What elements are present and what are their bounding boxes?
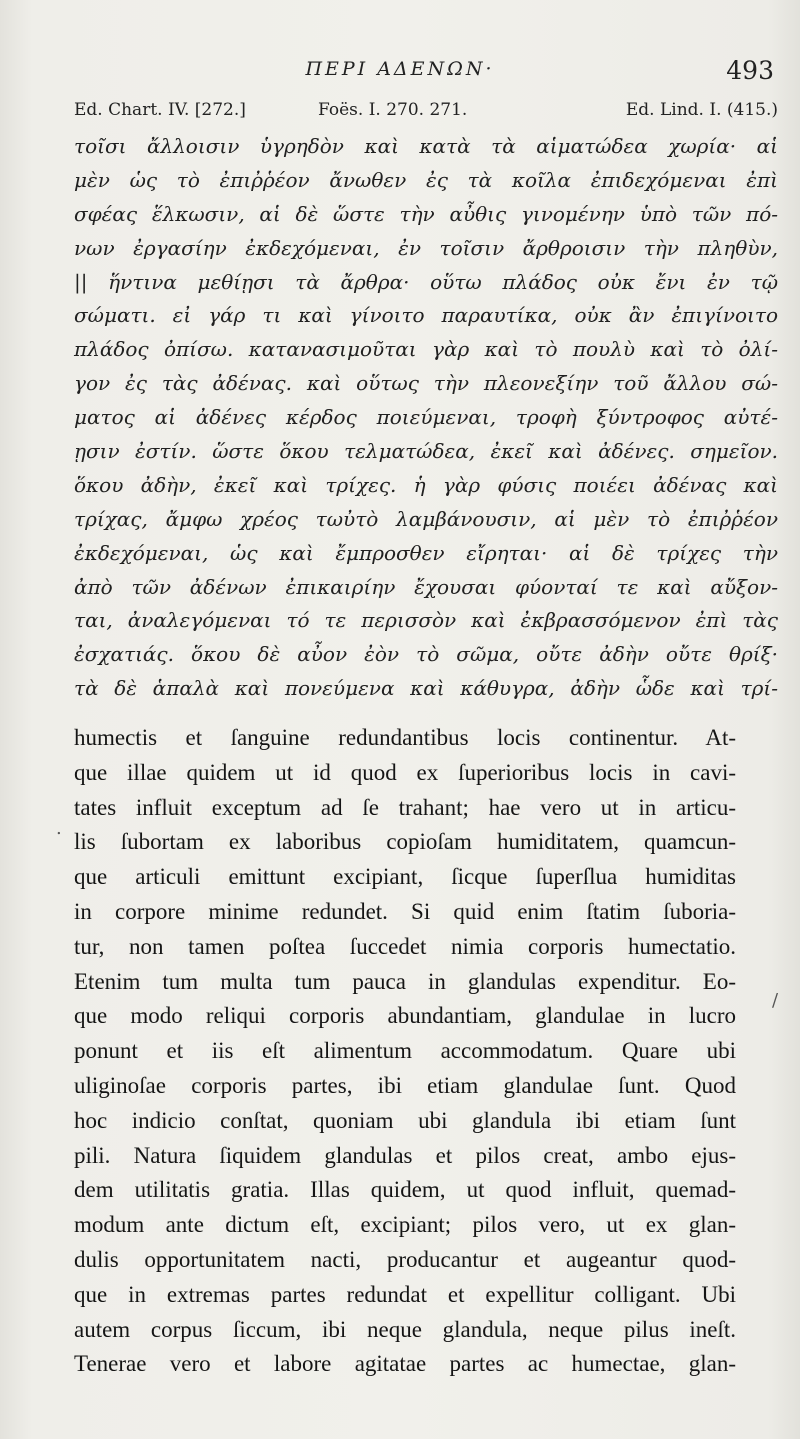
- edition-references: [74, 100, 778, 126]
- greek-line: ἀπὸ τῶν ἀδένων ἐπικαιρίην ἔχουσαι φύονταί τε καὶ αὔξον-: [74, 574, 778, 599]
- running-head: [0, 56, 800, 96]
- latin-line: pili. Natura ſiquidem glandulas et pilos creat, ambo ejus-: [74, 1142, 736, 1168]
- latin-text-block: [74, 721, 736, 1382]
- edition-lind-reference: Ed. Lind. I. (415.): [625, 100, 778, 120]
- greek-line: τρίχας, ἄμφω χρέος τωὐτὸ λαμβάνουσιν, αἱ μὲν τὸ ἐπιῤῥέον: [74, 506, 778, 531]
- latin-line: que in extremas partes redundat et expellitur colligant. Ubi: [74, 1281, 736, 1307]
- greek-line: || ἥντινα μεθίῃσι τὰ ἄρθρα· οὕτω πλάδος οὐκ ἔνι ἐν τῷ: [74, 269, 778, 294]
- greek-line: ῃσιν ἐστίν. ὥστε ὅκου τελματώδεα, ἐκεῖ καὶ ἀδένες. σημεῖον.: [74, 439, 778, 464]
- latin-line: autem corpus ſiccum, ibi neque glandula, neque pilus ineſt.: [74, 1316, 736, 1342]
- margin-mark: .: [56, 818, 62, 839]
- latin-line: hoc indicio conſtat, quoniam ubi glandula ibi etiam ſunt: [74, 1107, 736, 1133]
- latin-line: dem utilitatis gratia. Illas quidem, ut quod influit, quemad-: [74, 1177, 736, 1203]
- greek-line: σώματι. εἰ γάρ τι καὶ γίνοιτο παραυτίκα, οὐκ ἂν ἐπιγίνοιτο: [74, 303, 778, 328]
- latin-line: tur, non tamen poſtea ſuccedet nimia corporis humectatio.: [74, 933, 736, 959]
- latin-line: que illae quidem ut id quod ex ſuperioribus locis in cavi-: [74, 759, 736, 785]
- greek-line: πλάδος ὀπίσω. κατανασιμοῦται γὰρ καὶ τὸ πουλὺ καὶ τὸ ὀλί-: [74, 337, 778, 362]
- latin-line: in corpore minime redundet. Si quid enim ſtatim ſuboria-: [74, 898, 736, 924]
- margin-mark: /: [772, 990, 779, 1011]
- greek-line: νων ἐργασίην ἐκδεχόμεναι, ἐν τοῖσιν ἄρθροισιν τὴν πληθὺν,: [74, 235, 778, 260]
- latin-line: lis ſubortam ex laboribus copioſam humiditatem, quamcun-: [74, 829, 736, 855]
- latin-line: Etenim tum multa tum pauca in glandulas expenditur. Eo-: [74, 968, 736, 994]
- latin-line: ponunt et iis eſt alimentum accommodatum. Quare ubi: [74, 1038, 736, 1064]
- greek-line: ματος αἱ ἀδένες κέρδος ποιεύμεναι, τροφὴ ξύντροφος αὐτέ-: [74, 405, 778, 430]
- greek-line: ται, ἀναλεγόμεναι τό τε περισσὸν καὶ ἐκβρασσόμενον ἐπὶ τὰς: [74, 608, 778, 633]
- greek-line: ἐκδεχόμεναι, ὡς καὶ ἔμπροσθεν εἴρηται· αἱ δὲ τρίχες τὴν: [74, 540, 778, 565]
- greek-line: ὅκου ἀδὴν, ἐκεῖ καὶ τρίχες. ἡ γὰρ φύσις ποιέει ἀδένας καὶ: [74, 472, 778, 497]
- greek-line: σφέας ἕλκωσιν, αἱ δὲ ὥστε τὴν αὖθις γινομένην ὑπὸ τῶν πό-: [74, 201, 778, 226]
- greek-line: τοῖσι ἄλλοισιν ὑγρηδὸν καὶ κατὰ τὰ αἱματώδεα χωρία· αἱ: [74, 134, 778, 158]
- greek-line: τὰ δὲ ἁπαλὰ καὶ πονεύμενα καὶ κάθυγρα, ἀδὴν ὧδε καὶ τρί-: [74, 676, 778, 701]
- latin-line: Tenerae vero et labore agitatae partes ac humectae, glan-: [74, 1351, 736, 1377]
- latin-line: tates influit exceptum ad ſe trahant; hae vero ut in articu-: [74, 794, 736, 820]
- page-number: 493: [726, 56, 774, 85]
- latin-line: que articuli emittunt excipiant, ſicque ſuperſlua humiditas: [74, 864, 736, 890]
- latin-line: que modo reliqui corporis abundantiam, glandulae in lucro: [74, 1003, 736, 1029]
- greek-line: γον ἐς τὰς ἀδένας. καὶ οὕτως τὴν πλεονεξίην τοῦ ἄλλου σώ-: [74, 371, 778, 396]
- running-title: ΠΕΡΙ ΑΔΕΝΩΝ·: [305, 58, 495, 80]
- latin-line: dulis opportunitatem nacti, producantur et augeantur quod-: [74, 1246, 736, 1272]
- greek-line: ἐσχατιάς. ὅκου δὲ αὖον ἐὸν τὸ σῶμα, οὔτε ἀδὴν οὔτε θρίξ·: [74, 642, 778, 667]
- greek-text-block: [74, 130, 778, 706]
- edition-foes-reference: Foës. I. 270. 271.: [318, 100, 468, 120]
- latin-line: humectis et ſanguine redundantibus locis continentur. At-: [74, 725, 736, 750]
- latin-line: modum ante dictum eſt, excipiant; pilos vero, ut ex glan-: [74, 1212, 736, 1238]
- greek-line: μὲν ὡς τὸ ἐπιῤῥέον ἄνωθεν ἐς τὰ κοῖλα ἐπιδεχόμεναι ἐπὶ: [74, 167, 778, 192]
- edition-chart-reference: Ed. Chart. IV. [272.]: [74, 100, 246, 120]
- latin-line: uliginoſae corporis partes, ibi etiam glandulae ſunt. Quod: [74, 1072, 736, 1098]
